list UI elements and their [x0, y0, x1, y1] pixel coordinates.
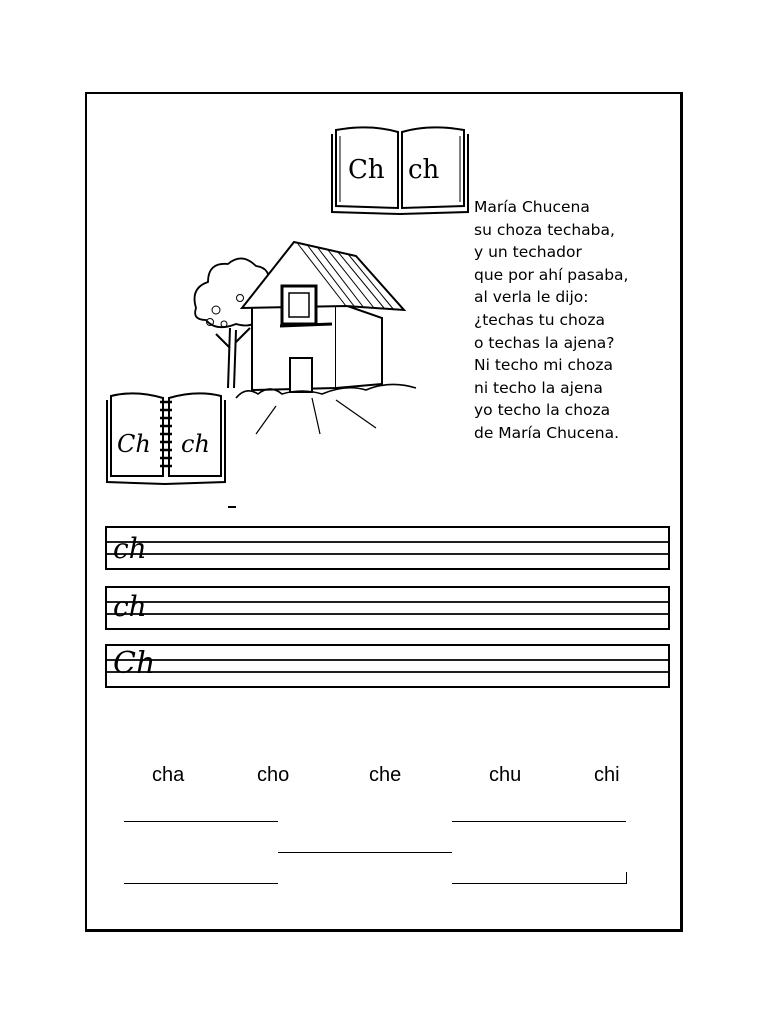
answer-line[interactable]: [452, 883, 626, 884]
book-top-left-label: Ch: [348, 155, 385, 185]
small-dash: [228, 506, 236, 508]
poem-line: ni techo la ajena: [474, 378, 603, 397]
book-top-right-label: ch: [408, 155, 440, 185]
syllable-chi: chi: [594, 764, 620, 786]
poem-line: al verla le dijo:: [474, 288, 589, 307]
open-book-icon: [330, 122, 470, 218]
poem-line: ¿techas tu choza: [474, 310, 605, 329]
practice-row-label: ch: [113, 590, 147, 623]
syllable-cho: cho: [257, 764, 290, 786]
poem-line: su choza techaba,: [474, 220, 615, 239]
poem-line: y un techador: [474, 243, 582, 262]
syllable-che: che: [369, 764, 402, 786]
answer-line[interactable]: [452, 821, 626, 822]
practice-row-label: ch: [113, 532, 147, 565]
answer-line[interactable]: [278, 852, 452, 853]
poem-line: que por ahí pasaba,: [474, 265, 629, 284]
practice-row[interactable]: [105, 526, 670, 570]
book-bottom-left-label: Ch: [117, 430, 151, 458]
poem-line: Ni techo mi choza: [474, 356, 613, 375]
practice-row-label: Ch: [113, 646, 156, 681]
poem-line: yo techo la choza: [474, 401, 611, 420]
syllable-cha: cha: [152, 764, 185, 786]
poem-line: María Chucena: [474, 198, 590, 216]
poem-line: o techas la ajena?: [474, 333, 615, 352]
poem-text: [474, 196, 628, 445]
practice-row[interactable]: [105, 644, 670, 688]
answer-line-tick: [626, 872, 627, 884]
spiral-book-icon: [105, 390, 227, 486]
answer-line[interactable]: [124, 883, 278, 884]
poem-line: de María Chucena.: [474, 423, 620, 442]
answer-line[interactable]: [124, 821, 278, 822]
syllable-chu: chu: [489, 764, 522, 786]
practice-row[interactable]: [105, 586, 670, 630]
book-bottom-right-label: ch: [181, 430, 210, 458]
